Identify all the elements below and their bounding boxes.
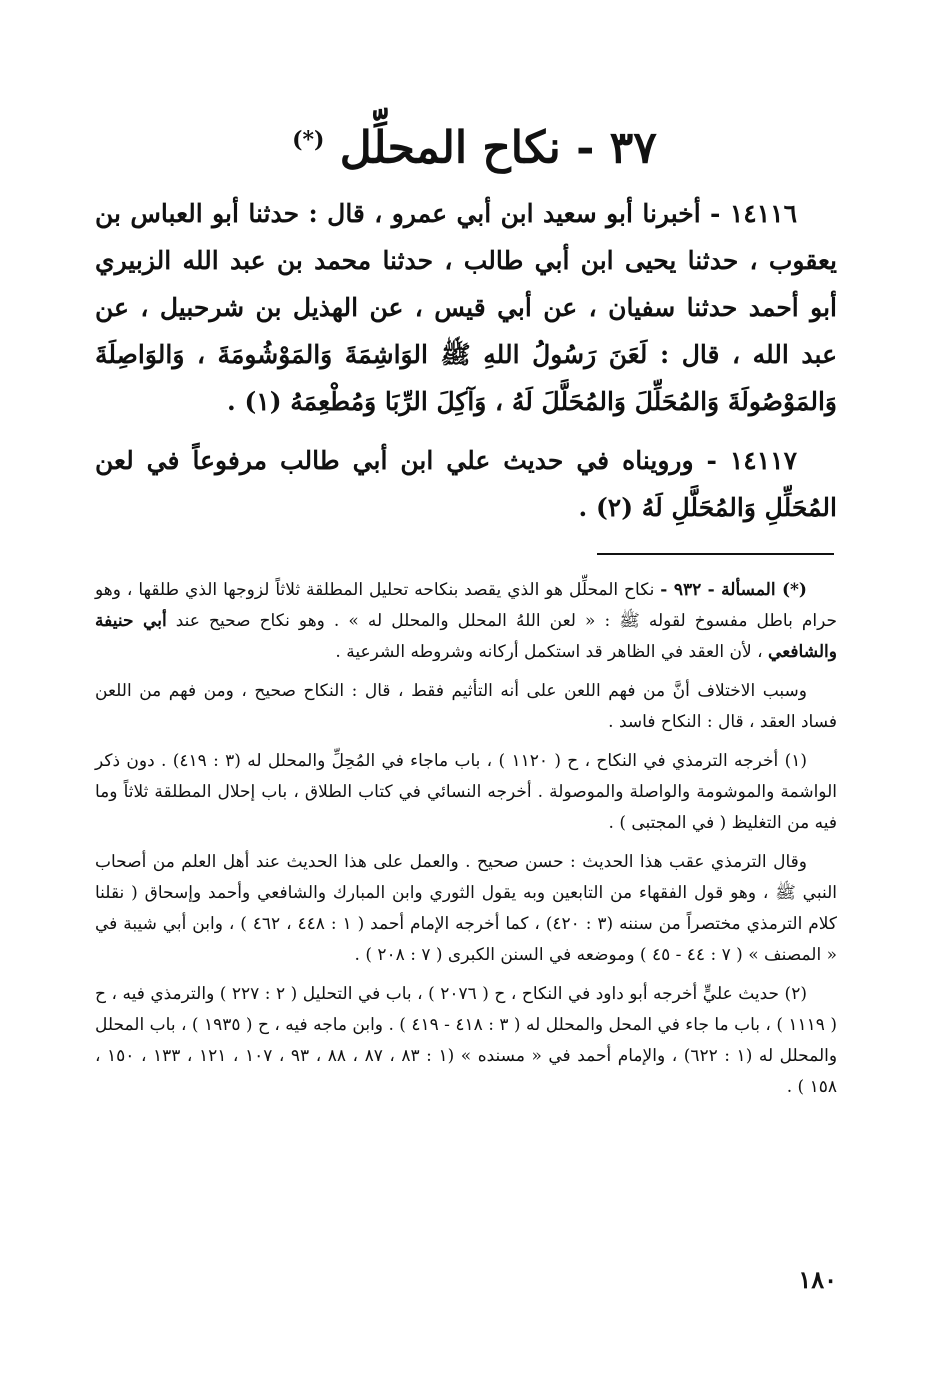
footnotes (95, 575, 837, 1111)
footnote-1-continued: وقال الترمذي عقب هذا الحديث : حسن صحيح . والعمل على هذا الحديث عند أهل العلم من أصحاب النبي ﷺ ، وهو قول الفقهاء من التابعين وبه يقول الثوري وابن المبارك والشافعي وأحمد وإسحاق ( نقلنا كلام الترمذي مختصراً من سننه (٣ : ٤٢٠) ، كما أخرجه الإمام أحمد ( ١ : ٤٤٨ ، ٤٦٢ ) ، وابن أبي شيبة في « المصنف » ( ٧ : ٤٤ - ٤٥ ) وموضعه في السنن الكبرى ( ٧ : ٢٠٨ ) . (95, 852, 837, 965)
hadith-text (95, 190, 837, 543)
hadith-14117: ١٤١١٧ - ورويناه في حديث علي ابن أبي طالب مرفوعاً في لعن المُحَلِّلِ وَالمُحَلَّلِ لَهُ (٢) . (95, 446, 837, 522)
footnote-star-reason: وسبب الاختلاف أنَّ من فهم اللعن على أنه التأثيم فقط ، قال : النكاح صحيح ، ومن فهم من اللعن فساد العقد ، قال : النكاح فاسد . (95, 681, 837, 732)
chapter-title (0, 108, 949, 181)
footnote-star-text: نكاح المحلِّل هو الذي يقصد بنكاحه تحليل المطلقة ثلاثاً لزوجها الذي طلقها ، وهو حرام باطل مفسوخ لقوله ﷺ : « لعن اللهُ المحلل والمحلل له » . وهو نكاح صحيح عند (95, 580, 837, 631)
footnote-separator (597, 553, 834, 555)
footnote-1: (١) أخرجه الترمذي في النكاح ، ح ( ١١٢٠ ) ، باب ماجاء في المُحِلِّ والمحلل له (٣ : ٤١٩) . دون ذكر الواشمة والموشومة والواصلة والموصولة . أخرجه النسائي في كتاب الطلاق ، باب إحلال المطلقة ثلاثاً وما فيه من التغليظ ( في المجتبى ) . (95, 751, 837, 833)
footnote-star-label: (*) المسألة - ٩٣٢ - (660, 580, 807, 600)
chapter-title-text: ٣٧ - نكاح المحلِّل (339, 122, 657, 174)
page-number: ١٨٠ (798, 1265, 837, 1294)
hadith-14116: ١٤١١٦ - أخبرنا أبو سعيد ابن أبي عمرو ، قال : حدثنا أبو العباس بن يعقوب ، حدثنا يحيى ابن أبي طالب ، حدثنا محمد بن عبد الله الزبيري أبو أحمد حدثنا سفيان ، عن أبي قيس ، عن الهذيل بن شرحبيل ، عن عبد الله ، قال : لَعَنَ رَسُولُ اللهِ ﷺ الوَاشِمَةَ وَالمَوْشُومَةَ ، وَالوَاصِلَةَ وَالمَوْصُولَةَ وَالمُحَلِّلَ وَالمُحَلَّلَ لَهُ ، وَآكِلَ الرِّبَا وَمُطْعِمَهُ (١) . (95, 199, 837, 416)
footnote-star-tail: ، لأن العقد في الظاهر قد استكمل أركانه وشروطه الشرعية . (335, 642, 769, 662)
footnote-2: (٢) حديث عليٍّ أخرجه أبو داود في النكاح ، ح ( ٢٠٧٦ ) ، باب في التحليل ( ٢ : ٢٢٧ ) والترمذي فيه ، ح ( ١١١٩ ) ، باب ما جاء في المحل والمحلل له ( ٣ : ٤١٨ - ٤١٩ ) . وابن ماجه فيه ، ح ( ١٩٣٥ ) ، باب المحلل والمحلل له (١ : ٦٢٢) ، والإمام أحمد في « مسنده » (١ : ٨٣ ، ٨٧ ، ٨٨ ، ٩٣ ، ١٠٧ ، ١٢١ ، ١٣٣ ، ١٥٠ ، ١٥٨ ) . (95, 984, 838, 1097)
chapter-title-marker: (*) (292, 127, 325, 153)
footnote-star (95, 575, 837, 668)
footnote-star-names: أبي حنيفة والشافعي (95, 611, 837, 662)
